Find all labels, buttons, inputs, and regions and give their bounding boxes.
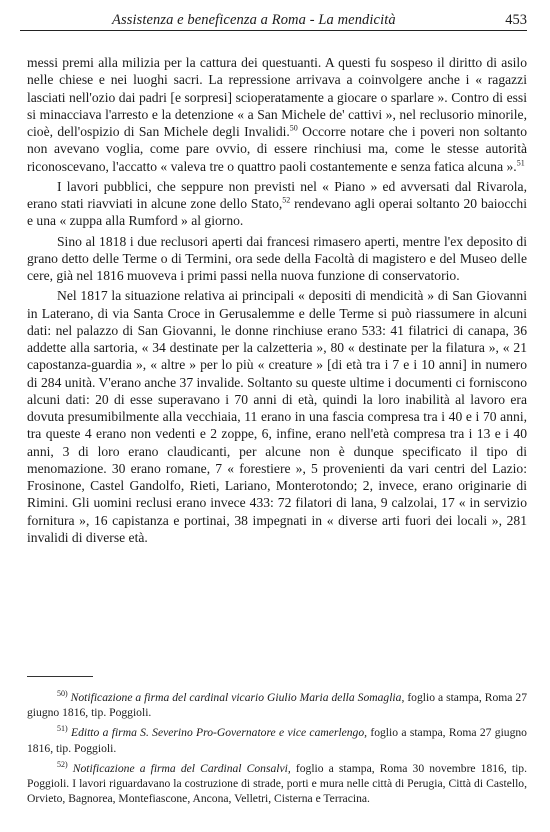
paragraph — [27, 54, 527, 175]
footnote — [27, 725, 527, 755]
running-head: Assistenza e beneficenza a Roma - La mendicità — [112, 12, 396, 28]
paragraph — [27, 233, 527, 285]
footnote-text: foglio a stampa, Roma 30 novembre 1816, tip. Poggioli. I lavori riguardavano la costruzione di strade, porti e mura nelle città di Perugia, Città di Castello, Orvieto, Bagnorea, Montefiascone, Ancona, Velletri, Cisterna e Terracina. — [27, 761, 527, 806]
body-text — [27, 54, 527, 546]
paragraph — [27, 287, 527, 546]
page-header — [20, 6, 527, 31]
footnote-number: 50) — [57, 689, 68, 699]
footnote-title: Editto a firma S. Severino Pro-Governatore e vice camerlengo, — [70, 726, 368, 740]
footnote-number: 51) — [57, 724, 68, 734]
page-number: 453 — [505, 12, 527, 28]
footnote-text: foglio a stampa, Roma 27 giugno 1816, tip. Poggioli. — [27, 726, 527, 755]
footnote-text: foglio a stampa, Roma 27 giugno 1816, tip. Poggioli. — [27, 691, 528, 720]
footnote — [27, 690, 527, 720]
footnotes — [27, 690, 527, 811]
footnote-marker: 51 — [516, 157, 525, 167]
paragraph — [27, 178, 527, 230]
footnote-number: 52) — [57, 759, 68, 769]
footnote-marker: 52 — [282, 195, 291, 205]
footnote-separator — [27, 676, 93, 677]
footnote-marker: 50 — [289, 123, 298, 133]
footnote-title: Notificazione a firma del Cardinal Consalvi, — [72, 761, 291, 775]
paragraph-text: I lavori pubblici, che seppure non previsti nel « Piano » ed avversati dal Rivarola, erano stati riavviati in alcune zone dello Stato, — [27, 178, 527, 211]
paragraph-text: Nel 1817 la situazione relativa ai principali « depositi di mendicità » di San Giovanni in Laterano, di via Santa Croce in Gerusalemme e delle Terme si può riassumere in alcuni dati: nel palazzo di San Giovanni, le donne rinchiuse erano 533: 41 filatrici di canapa, 36 addette alla sartoria, « 34 destinate per la calzetteria », 80 « destinate per la filatura », « 21 capostanza-guardia », « altre » per lo più « creature » [di età tra i 7 e i 10 anni] in numero di 284 unità. V'erano anche 37 invalide. Soltanto su queste ultime i documenti ci forniscono alcuni dati: 20 di esse superavano i 70 anni di età, quindi la loro inabilità al lavoro era dovuta presumibilmente alla vecchiaia, 11 erano in una fascia compresa tra i 40 e i 70 anni, tra queste 4 erano non vedenti e 2 zoppe, 6, infine, erano nell'età compresa tra i 13 e i 40 anni, 3 di loro erano claudicanti, per alcune non è dunque specificato il tipo di menomazione. 30 erano romane, 7 « forestiere », 5 provenienti da vari centri del Lazio: Frosinone, Castel Gandolfo, Rieti, Lariano, Monterotondo; 2, invece, erano originarie di Rimini. Gli uomini reclusi erano invece 433: 72 filatori di lana, 9 calzolai, 17 « in servizio fornitura », 16 capistanza e portinai, 38 impegnati in « diverse arti fuori dei locali », 281 invalidi di diverse età. — [27, 288, 527, 545]
paragraph-text: Occorre notare che i poveri non soltanto non avevano voglia, come pare ovvio, di essere rinchiusi ma, come le stesse autorità riconoscevano, l'accatto « valeva tre o quattro paoli costantemente e senza fatica alcuna ». — [27, 124, 527, 174]
footnote-title: Notificazione a firma del cardinal vicario Giulio Maria della Somaglia, — [70, 691, 405, 704]
paragraph-text: rendevano agli operai soltanto 20 baiocchi e una « zuppa alla Rumford » al giorno. — [27, 196, 527, 229]
paragraph-text: Sino al 1818 i due reclusori aperti dai francesi rimasero aperti, mentre l'ex deposito di grano detto delle Terme o di Termini, ora sede della Facoltà di magistero e del Museo delle cere, già nel 1816 muoveva i primi passi nella nuova funzione di conservatorio. — [27, 233, 527, 283]
footnote — [27, 761, 527, 807]
paragraph-text: messi premi alla milizia per la cattura dei questuanti. A questi fu sospeso il diritto di asilo nelle chiese e nei luoghi sacri. La repressione arrivava a coinvolgere anche i « ragazzi lasciati nell'ozio dai padri [e sorpresi] scioperatamente a giocare o sparlare ». Contro di essi si minacciava l'arresto e la detenzione « a San Michele de' cattivi », nel reclusorio minorile, cioè, dell'ospizio di San Michele degli Invalidi. — [27, 55, 527, 139]
